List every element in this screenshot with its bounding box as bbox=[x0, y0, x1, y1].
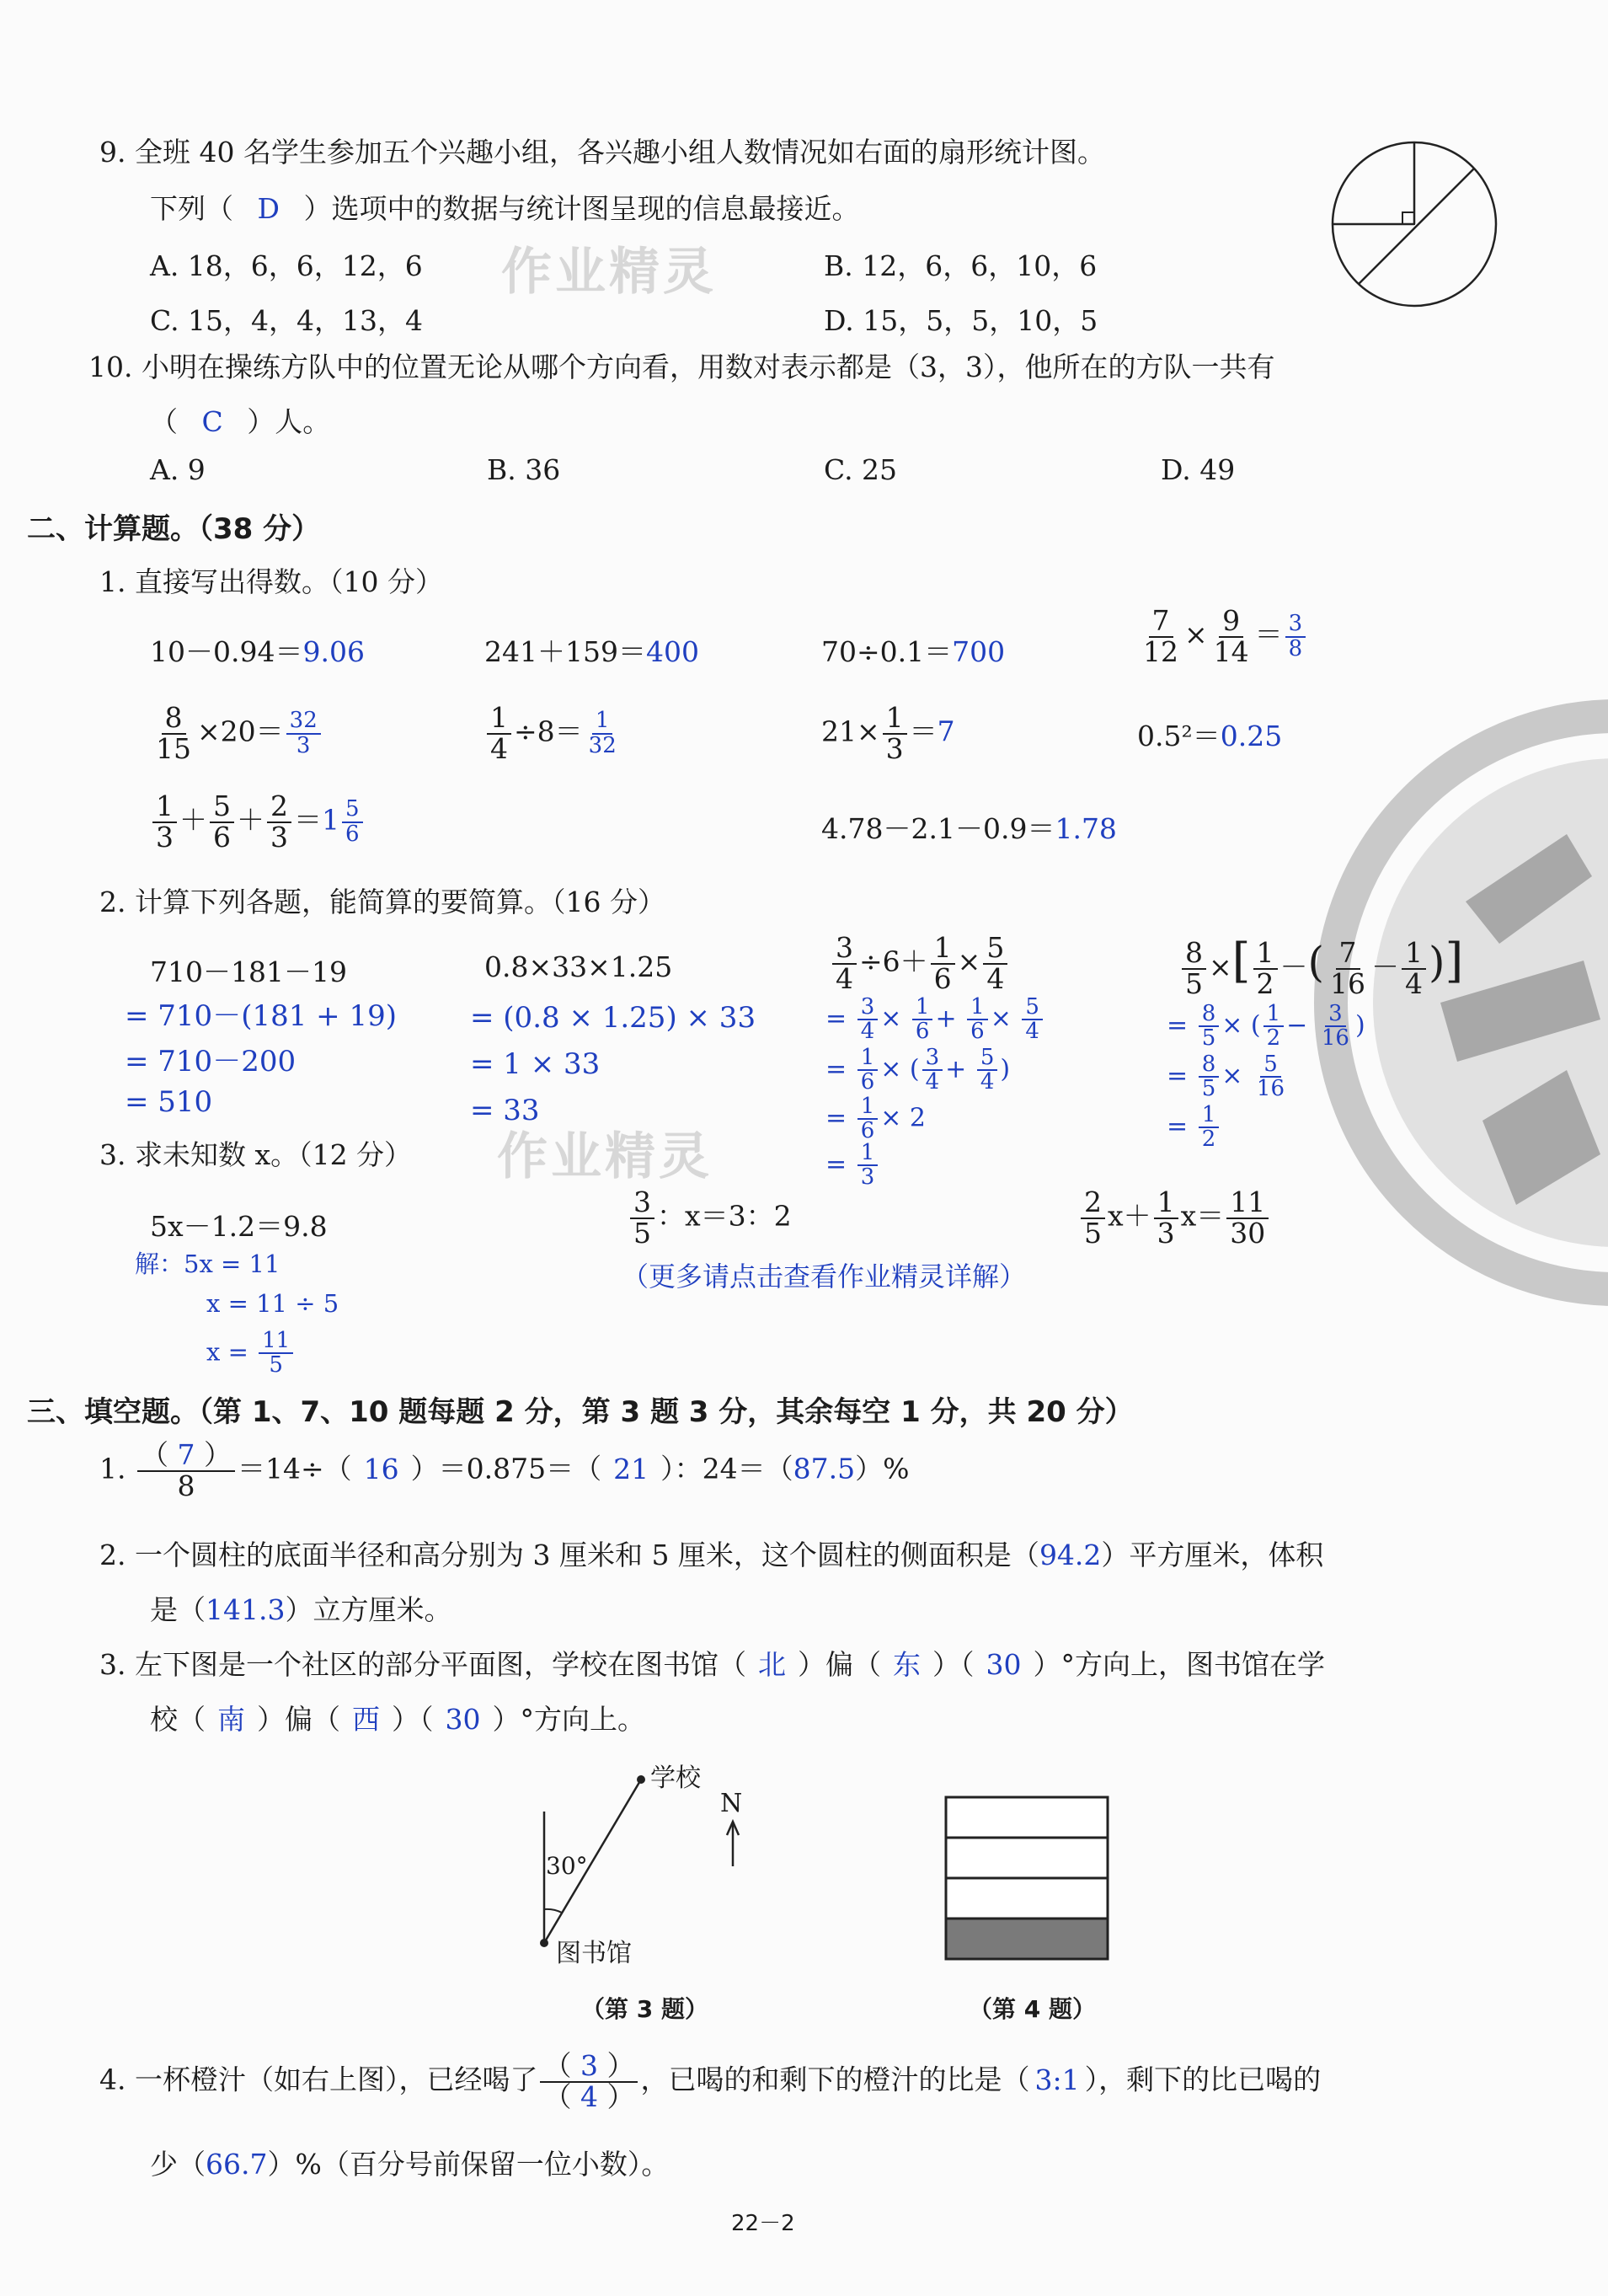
equation-1-step3: x = $\frac{11}{5}$ bbox=[206, 1330, 296, 1378]
simplify-4-step2: = $\frac{8}{5}$ × $\frac{5}{16}$ bbox=[1167, 1052, 1285, 1102]
q9-option-b: B. 12，6，6，10，6 bbox=[824, 249, 1098, 282]
fill-4-answer-1: 3:1 bbox=[1034, 2063, 1080, 2096]
calc-10-expr: 4.78－2.1－0.9＝ bbox=[821, 812, 1055, 845]
q9-pie-chart bbox=[1329, 139, 1499, 309]
fill-3-answer-6: 30 bbox=[445, 1703, 481, 1736]
fill-4-t1: 4. 一杯橙汁（如右上图），已经喝了 bbox=[99, 2063, 538, 2096]
fill-3-answer-3: 30 bbox=[986, 1648, 1022, 1681]
q10-answer: C bbox=[201, 405, 223, 438]
q10-text: 10. 小明在操练方队中的位置无论从哪个方向看，用数对表示都是（3，3），他所在的方队一共有 bbox=[88, 351, 1275, 383]
fill-1-answer-2: 16 bbox=[363, 1452, 399, 1485]
equation-3: $\frac{2}{5}$ x＋ $\frac{1}{3}$ x＝ $\frac{11}{30}$ bbox=[1078, 1188, 1271, 1248]
watermark-1: 作业精灵 bbox=[501, 243, 717, 302]
q10-option-c: C. 25 bbox=[824, 453, 898, 486]
calc-3 bbox=[821, 630, 1005, 670]
simplify-4-step1: = $\frac{8}{5}$ × ( $\frac{1}{2}$ − $\frac{3}{16}$ ) bbox=[1167, 1001, 1365, 1052]
simplify-1-step2: = 710－200 bbox=[125, 1045, 296, 1078]
simplify-2-step3: = 33 bbox=[470, 1094, 540, 1127]
fill-2-line1 bbox=[99, 1533, 1323, 1573]
equation-2: $\frac{3}{5}$ ：x＝3：2 bbox=[628, 1188, 792, 1248]
simplify-4-expr: $\frac{8}{5}$ ×[ $\frac{1}{2}$ －( $\frac{7}{16}$ － $\frac{1}{4}$ )] bbox=[1179, 934, 1463, 999]
figure-3-angle-label: 30° bbox=[546, 1852, 588, 1880]
simplify-3-step4: = $\frac{1}{3}$ bbox=[825, 1142, 880, 1190]
sec2-part2-title: 2. 计算下列各题，能简算的要简算。（16 分） bbox=[99, 886, 665, 918]
fill-4-line1: 4. 一杯橙汁（如右上图），已经喝了 $\frac{( 3 )}{( 4 )}$ ，已喝的和剩下的橙汁的比是（ 3:1 ），剩下的比已喝的 bbox=[99, 2049, 1322, 2113]
q10-line2 bbox=[150, 400, 330, 440]
fill-2-t3: 是（ bbox=[150, 1593, 206, 1626]
fill-1-answer-4: 87.5 bbox=[793, 1452, 856, 1485]
equation-1-step1: 解：5x = 11 bbox=[135, 1250, 280, 1278]
calc-2 bbox=[484, 630, 699, 670]
fill-3-line1 bbox=[99, 1643, 1325, 1683]
calc-10-answer: 1.78 bbox=[1055, 812, 1117, 845]
q9-line2 bbox=[150, 187, 859, 227]
q9-option-d: D. 15，5，5，10，5 bbox=[824, 304, 1098, 337]
q10-option-b: B. 36 bbox=[487, 453, 561, 486]
fill-3-t8: ）°方向上。 bbox=[492, 1703, 645, 1736]
fill-1-mid1: ＝14÷（ bbox=[237, 1452, 352, 1485]
figure-3-school-label: 学校 bbox=[650, 1763, 701, 1793]
calc-1-expr: 10－0.94＝ bbox=[150, 635, 303, 668]
fill-4-t2: ，已喝的和剩下的橙汁的比是（ bbox=[640, 2063, 1030, 2096]
q9-option-a: A. 18，6，6，12，6 bbox=[150, 249, 423, 282]
equation-1-step2: x = 11 ÷ 5 bbox=[206, 1289, 339, 1318]
fill-3-answer-2: 东 bbox=[892, 1648, 921, 1681]
fill-2-t4: ）立方厘米。 bbox=[285, 1593, 452, 1626]
fill-2-answer-2: 141.3 bbox=[206, 1593, 286, 1626]
fill-3-t1: 3. 左下图是一个社区的部分平面图，学校在图书馆（ bbox=[99, 1648, 746, 1681]
fill-1-mid3: ）：24＝（ bbox=[660, 1452, 793, 1485]
simplify-3-step3: = $\frac{1}{6}$ × 2 bbox=[825, 1094, 926, 1144]
q10-text2a: （ bbox=[150, 405, 178, 438]
fill-4-denominator: 4 bbox=[580, 2079, 598, 2113]
sec2-part3-title: 3. 求未知数 x。（12 分） bbox=[99, 1138, 413, 1171]
sec2-part1-title: 1. 直接写出得数。（10 分） bbox=[99, 565, 443, 598]
fill-2-t1: 2. 一个圆柱的底面半径和高分别为 3 厘米和 5 厘米，这个圆柱的侧面积是（ bbox=[99, 1539, 1039, 1571]
calc-6: $\frac{1}{4}$ ÷8＝ $\frac{1}{32}$ bbox=[484, 704, 622, 763]
fill-4-numerator: 3 bbox=[580, 2049, 598, 2082]
fill-3-t6: ）偏（ bbox=[257, 1703, 340, 1736]
q9-answer: D bbox=[257, 192, 280, 225]
simplify-3-step1: = $\frac{3}{4}$ × $\frac{1}{6}$ + $\frac{1}{6}$ × $\frac{5}{4}$ bbox=[825, 996, 1045, 1044]
watermark-2: 作业精灵 bbox=[497, 1127, 713, 1186]
calc-7: 21× $\frac{1}{3}$ ＝7 bbox=[821, 701, 955, 765]
simplify-3-expr: $\frac{3}{4}$ ÷6＋ $\frac{1}{6}$ × $\frac{5}{4}$ bbox=[830, 934, 1010, 993]
fill-3-t2: ）偏（ bbox=[797, 1648, 881, 1681]
calc-3-expr: 70÷0.1＝ bbox=[821, 635, 953, 668]
section-3-title: 三、填空题。（第 1、7、10 题每题 2 分，第 3 题 3 分，其余每空 1 分，共 20 分） bbox=[27, 1395, 1134, 1429]
fill-3-answer-5: 西 bbox=[352, 1703, 380, 1736]
fill-2-answer-1: 94.2 bbox=[1039, 1539, 1102, 1571]
fill-3-t3: ）（ bbox=[932, 1648, 975, 1681]
equation-1: 5x－1.2＝9.8 bbox=[150, 1210, 328, 1243]
calc-1-answer: 9.06 bbox=[302, 635, 365, 668]
simplify-1-step1: = 710－(181 + 19) bbox=[125, 999, 397, 1033]
simplify-2-step1: = (0.8 × 1.25) × 33 bbox=[470, 1001, 756, 1035]
fill-1: 1. $\frac{( 7 )}{8}$ ＝14÷（ 16 ）＝0.875＝（ 21 ）：24＝（87.5）% bbox=[99, 1438, 910, 1502]
fill-1-end: ）% bbox=[855, 1452, 910, 1485]
fill-3-line2 bbox=[150, 1698, 645, 1737]
fill-2-t2: ）平方厘米，体积 bbox=[1101, 1539, 1324, 1571]
calc-2-answer: 400 bbox=[645, 635, 699, 668]
fill-4-line2 bbox=[150, 2143, 669, 2182]
calc-5: $\frac{8}{15}$ ×20＝ $\frac{32}{3}$ bbox=[150, 704, 323, 763]
fill-3-answer-1: 北 bbox=[757, 1648, 786, 1681]
section-2-title: 二、计算题。（38 分） bbox=[27, 512, 321, 546]
q10-text2b: ）人。 bbox=[247, 405, 331, 438]
q9-option-c: C. 15，4，4，13，4 bbox=[150, 304, 424, 337]
figure-4-glass bbox=[943, 1795, 1112, 1963]
simplify-2-expr: 0.8×33×1.25 bbox=[484, 950, 673, 983]
fill-2-line2 bbox=[150, 1588, 451, 1628]
figure-3-caption: （第 3 题） bbox=[581, 1995, 708, 2023]
figure-4-caption: （第 4 题） bbox=[969, 1995, 1096, 2023]
q10-option-d: D. 49 bbox=[1161, 453, 1236, 486]
calc-1 bbox=[150, 630, 365, 670]
q10-option-a: A. 9 bbox=[150, 453, 206, 486]
fill-3-t4: ）°方向上，图书馆在学 bbox=[1033, 1648, 1325, 1681]
fill-1-answer-1: 7 bbox=[177, 1438, 195, 1471]
simplify-2-step2: = 1 × 33 bbox=[470, 1047, 601, 1081]
fill-1-answer-3: 21 bbox=[613, 1452, 649, 1485]
fill-3-answer-4: 南 bbox=[217, 1703, 245, 1736]
q9-text: 9. 全班 40 名学生参加五个兴趣小组，各兴趣小组人数情况如右面的扇形统计图。 bbox=[99, 136, 1105, 169]
figure-3-library-label: 图书馆 bbox=[556, 1939, 632, 1968]
q9-text2b: ）选项中的数据与统计图呈现的信息最接近。 bbox=[303, 192, 860, 225]
calc-10 bbox=[821, 807, 1117, 847]
fill-3-t5: 校（ bbox=[150, 1703, 206, 1736]
figure-3-north-label: N bbox=[720, 1789, 743, 1818]
calc-8: 0.5²＝0.25 bbox=[1137, 720, 1283, 752]
page-number: 22－2 bbox=[731, 2211, 795, 2236]
calc-2-expr: 241＋159＝ bbox=[484, 635, 646, 668]
simplify-1-expr: 710－181－19 bbox=[150, 955, 347, 988]
simplify-3-step2: = $\frac{1}{6}$ × ( $\frac{3}{4}$ + $\frac{5}{4}$ ) bbox=[825, 1045, 1011, 1095]
fill-4-t4: 少（ bbox=[150, 2148, 206, 2181]
calc-4: $\frac{7}{12}$ × $\frac{9}{14}$ ＝ $\frac{3}{8}$ bbox=[1137, 607, 1308, 666]
simplify-1-step3: = 510 bbox=[125, 1085, 213, 1119]
simplify-4-step3: = $\frac{1}{2}$ bbox=[1167, 1104, 1221, 1152]
calc-9: $\frac{1}{3}$ ＋ $\frac{5}{6}$ ＋ $\frac{2}{3}$ ＝1 $\frac{5}{6}$ bbox=[150, 792, 366, 852]
fill-4-t3: ），剩下的比已喝的 bbox=[1084, 2063, 1322, 2096]
q9-text2a: 下列（ bbox=[150, 192, 233, 225]
fill-4-t5: ）%（百分号前保留一位小数）。 bbox=[267, 2148, 670, 2181]
fill-4-answer-2: 66.7 bbox=[206, 2148, 268, 2181]
more-hint: （更多请点击查看作业精灵详解） bbox=[622, 1260, 1027, 1293]
fill-3-t7: ）（ bbox=[392, 1703, 434, 1736]
fill-1-mid2: ）＝0.875＝（ bbox=[410, 1452, 602, 1485]
calc-3-answer: 700 bbox=[952, 635, 1006, 668]
